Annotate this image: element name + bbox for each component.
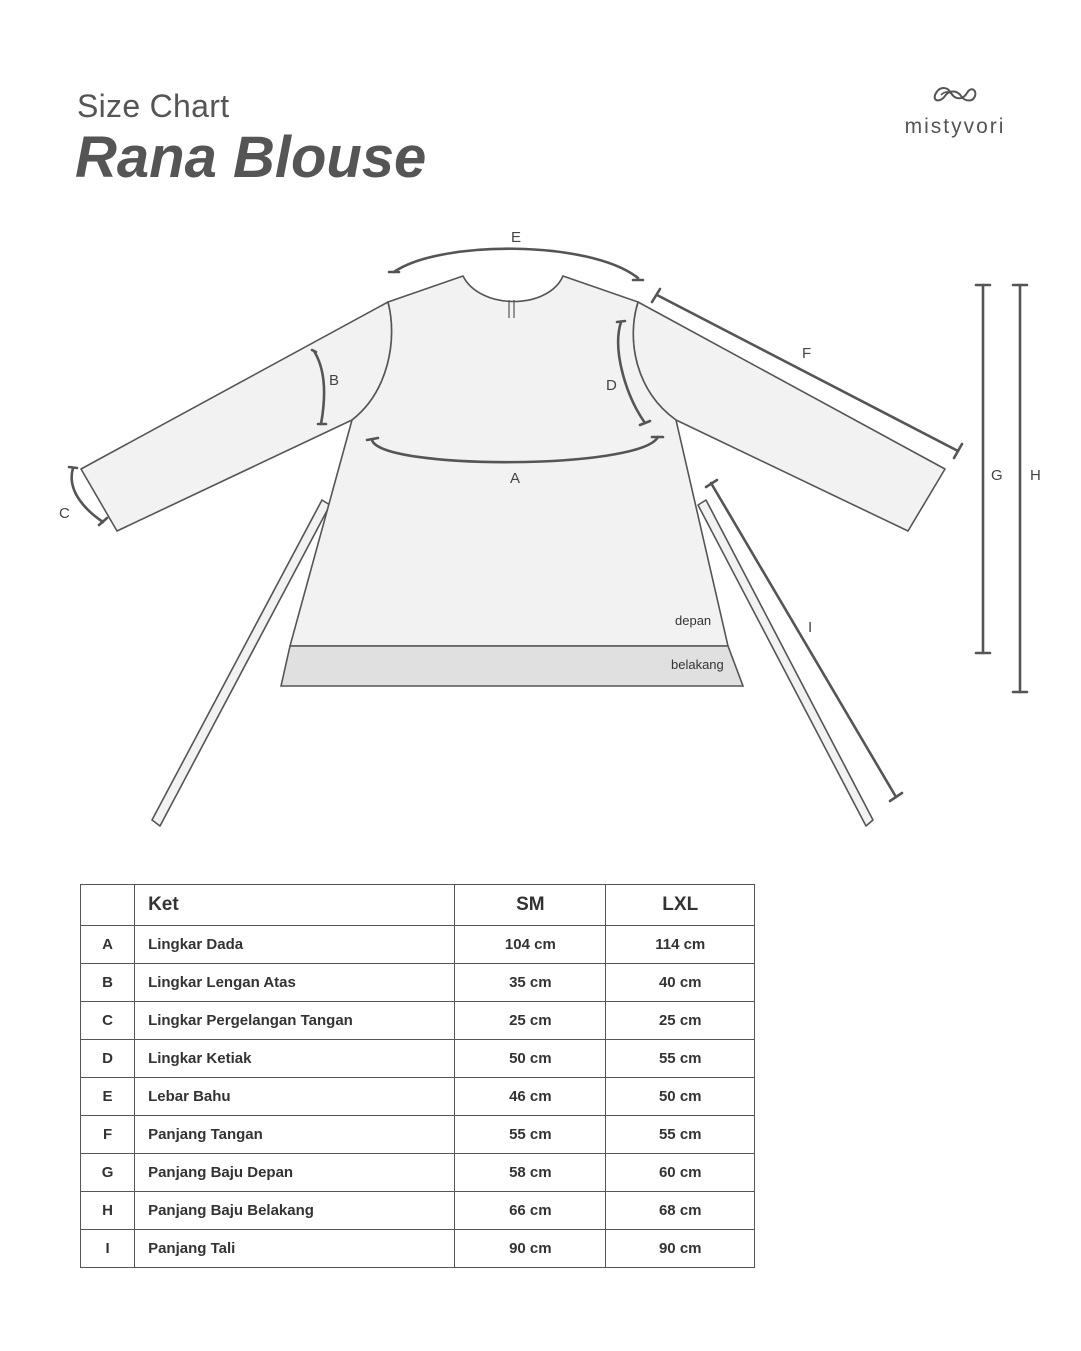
table-row xyxy=(81,1116,755,1154)
row-name: Lingkar Lengan Atas xyxy=(135,964,455,1002)
row-lxl: 25 cm xyxy=(606,1002,755,1040)
table-row xyxy=(81,1192,755,1230)
row-sm: 66 cm xyxy=(455,1192,606,1230)
row-sm: 50 cm xyxy=(455,1040,606,1078)
row-name: Panjang Tangan xyxy=(135,1116,455,1154)
label-c: C xyxy=(59,505,70,522)
row-sm: 55 cm xyxy=(455,1116,606,1154)
label-back: belakang xyxy=(671,657,724,672)
label-g: G xyxy=(991,467,1003,484)
subtitle: Size Chart xyxy=(77,88,230,124)
row-lxl: 55 cm xyxy=(606,1116,755,1154)
row-sm: 46 cm xyxy=(455,1078,606,1116)
row-name: Panjang Baju Depan xyxy=(135,1154,455,1192)
row-key: C xyxy=(81,1002,135,1040)
header-key xyxy=(81,885,135,926)
row-sm: 25 cm xyxy=(455,1002,606,1040)
row-lxl: 40 cm xyxy=(606,964,755,1002)
page-title: Rana Blouse xyxy=(75,125,427,190)
row-key: I xyxy=(81,1230,135,1268)
table-row xyxy=(81,1230,755,1268)
brand-name: mistyvori xyxy=(904,115,1006,138)
row-lxl: 60 cm xyxy=(606,1154,755,1192)
table-row xyxy=(81,964,755,1002)
row-name: Panjang Tali xyxy=(135,1230,455,1268)
table-row xyxy=(81,1002,755,1040)
row-key: F xyxy=(81,1116,135,1154)
table-row xyxy=(81,1040,755,1078)
header-ket: Ket xyxy=(135,885,455,926)
row-lxl: 55 cm xyxy=(606,1040,755,1078)
header-lxl: LXL xyxy=(606,885,755,926)
table-row xyxy=(81,1078,755,1116)
label-front: depan xyxy=(675,613,712,628)
blouse-diagram xyxy=(0,220,1081,840)
row-name: Panjang Baju Belakang xyxy=(135,1192,455,1230)
label-e: E xyxy=(511,229,522,246)
label-a: A xyxy=(510,470,521,487)
row-name: Lebar Bahu xyxy=(135,1078,455,1116)
wave-logo-icon xyxy=(931,82,979,108)
row-name: Lingkar Pergelangan Tangan xyxy=(135,1002,455,1040)
row-sm: 58 cm xyxy=(455,1154,606,1192)
measure-i-line xyxy=(711,483,896,797)
row-key: G xyxy=(81,1154,135,1192)
row-sm: 90 cm xyxy=(455,1230,606,1268)
label-i: I xyxy=(808,619,813,636)
row-name: Lingkar Ketiak xyxy=(135,1040,455,1078)
row-name: Lingkar Dada xyxy=(135,926,455,964)
row-key: B xyxy=(81,964,135,1002)
row-key: E xyxy=(81,1078,135,1116)
row-lxl: 68 cm xyxy=(606,1192,755,1230)
row-key: H xyxy=(81,1192,135,1230)
row-sm: 104 cm xyxy=(455,926,606,964)
label-d: D xyxy=(606,377,617,394)
row-lxl: 90 cm xyxy=(606,1230,755,1268)
row-sm: 35 cm xyxy=(455,964,606,1002)
label-h: H xyxy=(1030,467,1041,484)
table-row xyxy=(81,926,755,964)
row-key: A xyxy=(81,926,135,964)
header-sm: SM xyxy=(455,885,606,926)
table-header-row xyxy=(81,885,755,926)
label-b: B xyxy=(329,372,340,389)
table-row xyxy=(81,1154,755,1192)
label-f: F xyxy=(802,345,812,362)
row-lxl: 50 cm xyxy=(606,1078,755,1116)
brand-logo xyxy=(890,82,1020,139)
row-lxl: 114 cm xyxy=(606,926,755,964)
measure-e-arc xyxy=(394,249,638,278)
row-key: D xyxy=(81,1040,135,1078)
size-table xyxy=(80,884,755,1268)
